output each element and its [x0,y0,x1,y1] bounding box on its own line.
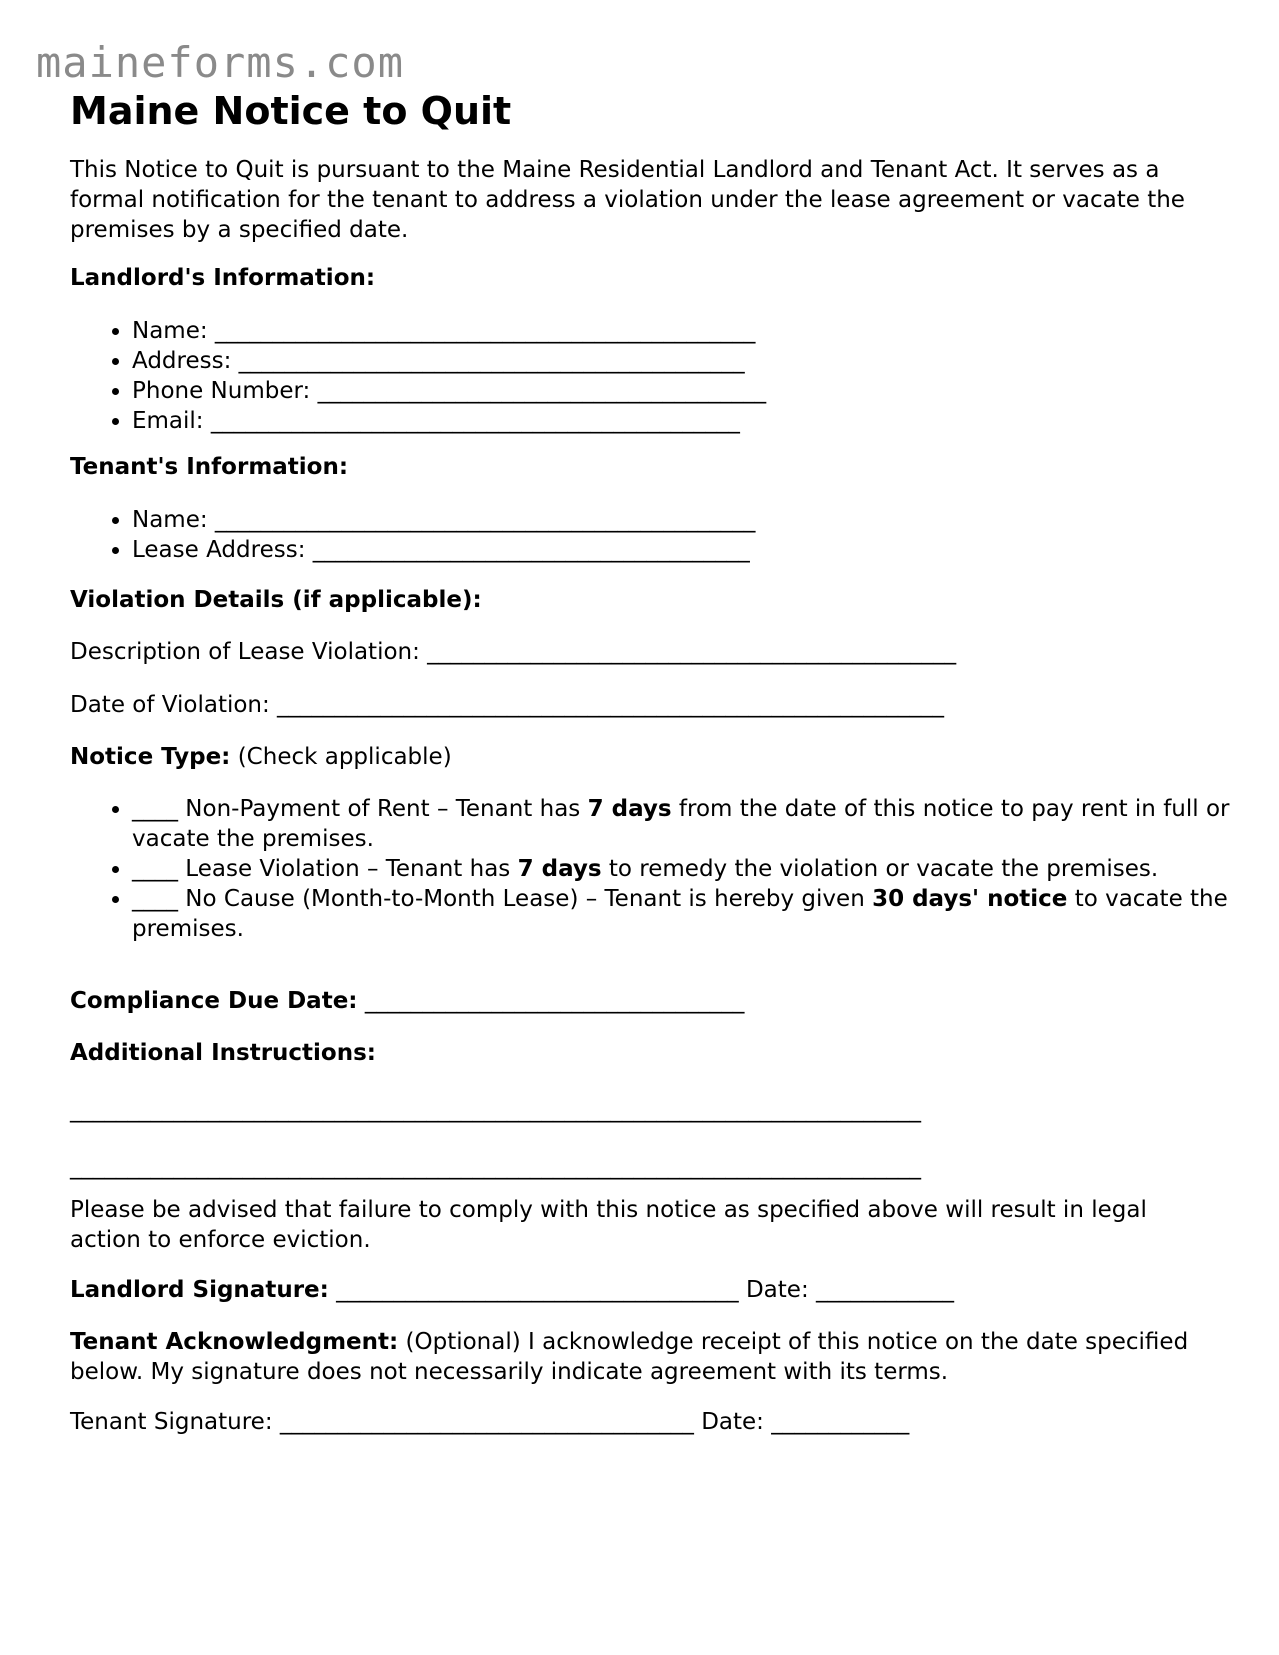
violation-description-field[interactable]: Description of Lease Violation: ______________________________________________ [70,639,957,665]
notice-type-options [70,794,1262,944]
compliance-due-date-field[interactable] [70,986,744,1016]
landlord-heading: Landlord's Information: [70,265,376,291]
warning-paragraph: Please be advised that failure to comply with this notice as specified above will result in legal action to enforce eviction. [70,1197,1147,1253]
notice-option-no-cause[interactable] [132,884,1262,944]
tenant-date-line[interactable]: ____________ [771,1409,910,1435]
tenant-signature-row [70,1407,909,1437]
landlord-signature-label: Landlord Signature: [70,1277,329,1303]
landlord-signature-row [70,1275,954,1305]
option-days: 7 days [587,796,672,822]
landlord-name-field[interactable]: • Name: _______________________________________________ [132,316,766,346]
tenant-name-field[interactable]: • Name: _______________________________________________ [132,505,755,535]
landlord-email-field[interactable]: • Email: ______________________________________________ [132,406,766,436]
option-days: 7 days [517,856,602,882]
notice-type-hint: (Check applicable) [237,744,452,770]
landlord-address-field[interactable]: • Address: ____________________________________________ [132,346,766,376]
notice-option-nonpayment[interactable] [132,794,1262,854]
landlord-fields [70,316,766,436]
tenant-lease-address-field[interactable]: • Lease Address: ______________________________________ [132,535,755,565]
acknowledgment-label: Tenant Acknowledgment: [70,1329,399,1355]
option-text: from the date of this notice to pay rent in full or vacate the premises. [132,796,1230,852]
compliance-line: _________________________________ [364,988,745,1014]
option-text: to remedy the violation or vacate the premises. [601,856,1159,882]
landlord-signature-line[interactable]: ___________________________________ [336,1277,739,1303]
option-text: ____ Non-Payment of Rent – Tenant has [132,796,588,822]
tenant-signature-label: Tenant Signature: [70,1409,273,1435]
tenant-acknowledgment [70,1327,1210,1387]
notice-option-lease-violation[interactable] [132,854,1262,884]
notice-type-line [70,742,452,772]
violation-heading: Violation Details (if applicable): [70,587,482,613]
page-title: Maine Notice to Quit [70,89,512,133]
option-text: ____ No Cause (Month-to-Month Lease) – Tenant is hereby given [132,886,873,912]
option-days: 30 days' notice [872,886,1068,912]
option-text: to vacate the premises. [132,886,1228,942]
tenant-fields [70,505,755,565]
acknowledgment-text: (Optional) I acknowledge receipt of this notice on the date specified below. My signature does not necessarily indicate agreement with its terms. [70,1329,1189,1385]
landlord-phone-field[interactable]: • Phone Number: _______________________________________ [132,376,766,406]
additional-instructions-line-2[interactable]: __________________________________________________________________________ [70,1154,921,1180]
compliance-label: Compliance Due Date: [70,988,358,1014]
tenant-date-label: Date: [701,1409,764,1435]
violation-date-field[interactable]: Date of Violation: __________________________________________________________ [70,692,945,718]
landlord-date-label: Date: [745,1277,809,1303]
additional-instructions-heading: Additional Instructions: [70,1040,376,1066]
tenant-heading: Tenant's Information: [70,454,349,480]
landlord-date-line[interactable]: ____________ [816,1277,955,1303]
notice-type-heading: Notice Type: [70,744,231,770]
tenant-signature-line[interactable]: ____________________________________ [279,1409,694,1435]
watermark: maineforms.com [36,38,405,87]
option-text: ____ Lease Violation – Tenant has [132,856,518,882]
additional-instructions-line-1[interactable]: __________________________________________________________________________ [70,1097,921,1123]
intro-paragraph: This Notice to Quit is pursuant to the Maine Residential Landlord and Tenant Act. It serves as a formal notification for the tenant to address a violation under the lease agreement or vacate the premises by a specified date. [70,157,1185,243]
